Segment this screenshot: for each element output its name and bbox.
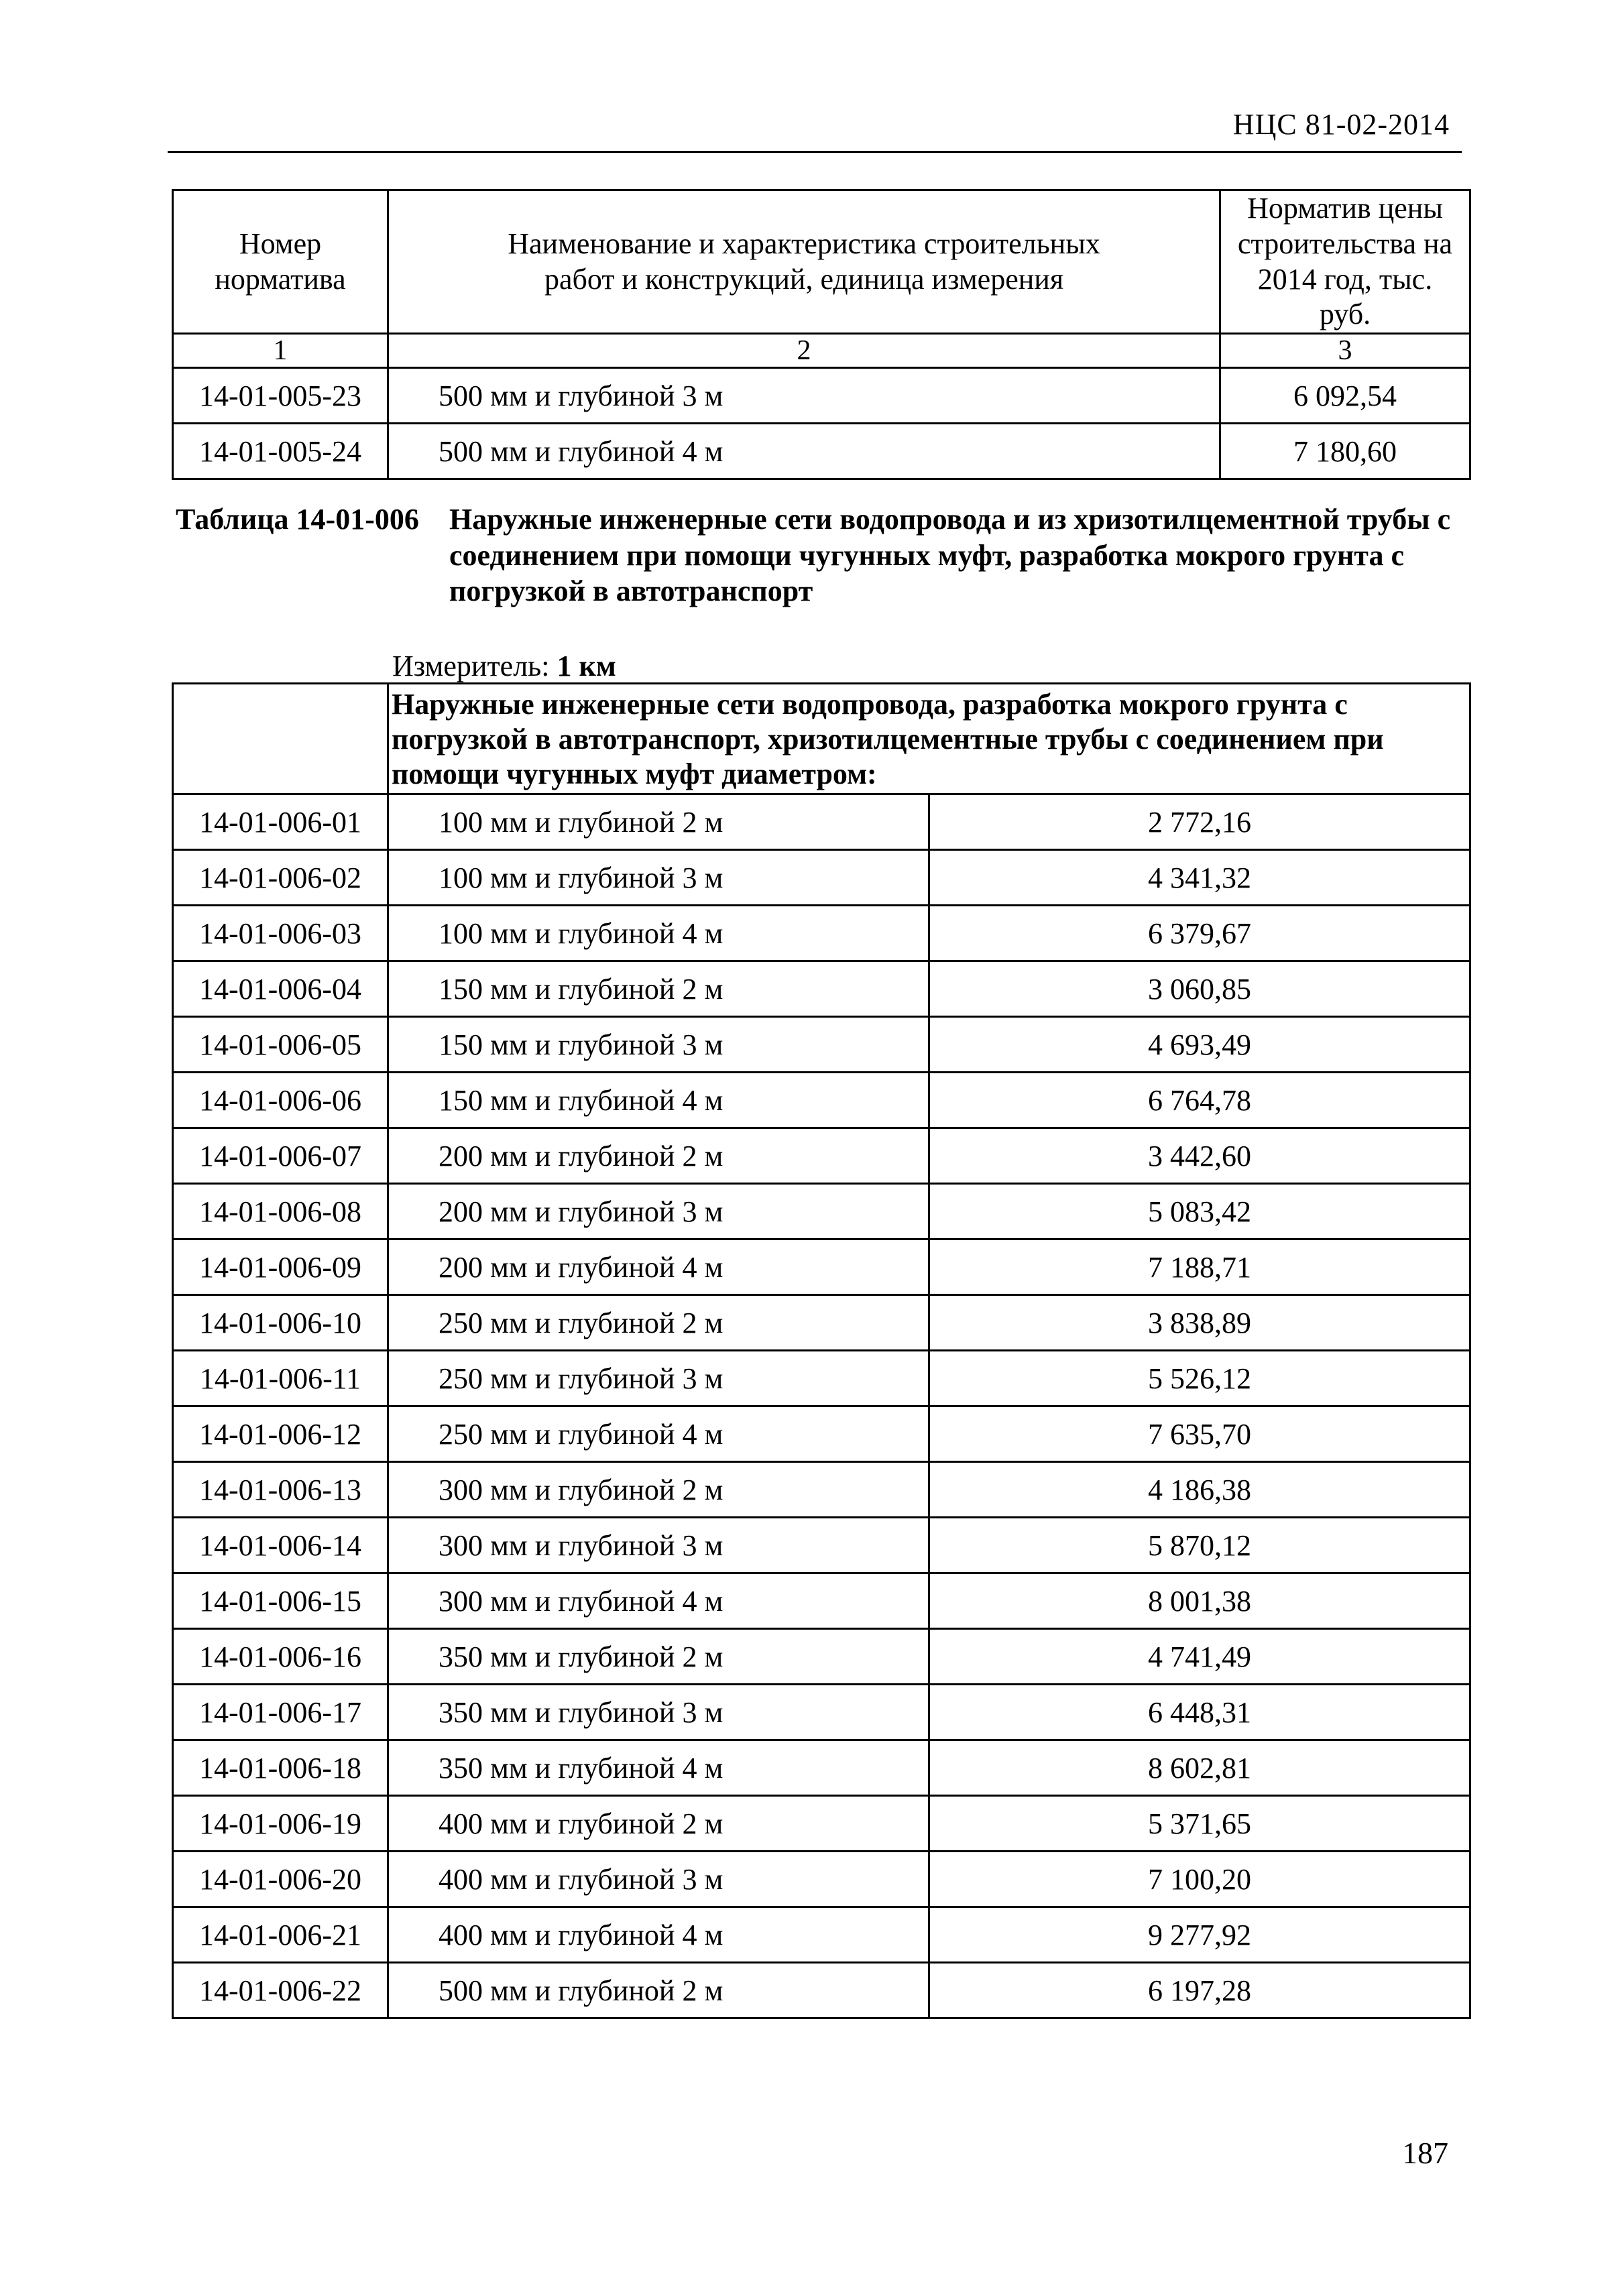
row-description: 400 мм и глубиной 4 м <box>388 1907 929 1963</box>
continuation-table <box>172 189 1471 480</box>
table-row <box>173 368 1470 424</box>
row-price: 6 092,54 <box>1220 368 1470 424</box>
table-row <box>173 1685 1470 1740</box>
row-code: 14-01-006-07 <box>173 1128 388 1184</box>
table-caption <box>176 501 1470 609</box>
row-code: 14-01-006-04 <box>173 961 388 1017</box>
row-price: 4 341,32 <box>929 850 1470 906</box>
table-row <box>173 1128 1470 1184</box>
table-row <box>173 1852 1470 1907</box>
table-row <box>173 1907 1470 1963</box>
row-description: 200 мм и глубиной 4 м <box>388 1240 929 1295</box>
header-rule <box>168 151 1462 153</box>
unit-label: Измеритель: <box>392 650 550 682</box>
table-row <box>173 424 1470 479</box>
row-price: 4 186,38 <box>929 1462 1470 1518</box>
row-price: 5 526,12 <box>929 1351 1470 1406</box>
row-description: 200 мм и глубиной 2 м <box>388 1128 929 1184</box>
group-header-row <box>173 684 1470 794</box>
main-table <box>172 682 1471 2019</box>
row-code: 14-01-006-03 <box>173 906 388 961</box>
row-description: 250 мм и глубиной 3 м <box>388 1351 929 1406</box>
row-code: 14-01-006-22 <box>173 1963 388 2018</box>
row-price: 6 448,31 <box>929 1685 1470 1740</box>
row-price: 5 870,12 <box>929 1518 1470 1573</box>
row-code: 14-01-006-01 <box>173 794 388 850</box>
row-price: 5 371,65 <box>929 1796 1470 1852</box>
table-row <box>173 1295 1470 1351</box>
row-description: 300 мм и глубиной 2 м <box>388 1462 929 1518</box>
table-row <box>173 850 1470 906</box>
row-code: 14-01-006-16 <box>173 1629 388 1685</box>
row-code: 14-01-006-13 <box>173 1462 388 1518</box>
row-description: 250 мм и глубиной 2 м <box>388 1295 929 1351</box>
table-row <box>173 1351 1470 1406</box>
document-code: НЦС 81-02-2014 <box>1232 108 1450 141</box>
row-code: 14-01-006-15 <box>173 1573 388 1629</box>
row-description: 500 мм и глубиной 2 м <box>388 1963 929 2018</box>
row-description: 150 мм и глубиной 4 м <box>388 1073 929 1128</box>
table-row <box>173 1740 1470 1796</box>
group-empty-cell <box>173 684 388 794</box>
unit-line <box>392 649 616 683</box>
table-row <box>173 1406 1470 1462</box>
row-code: 14-01-005-23 <box>173 368 388 424</box>
row-code: 14-01-006-02 <box>173 850 388 906</box>
row-code: 14-01-005-24 <box>173 424 388 479</box>
row-description: 350 мм и глубиной 4 м <box>388 1740 929 1796</box>
table-row <box>173 1518 1470 1573</box>
row-code: 14-01-006-18 <box>173 1740 388 1796</box>
header-code: Номер норматива <box>173 190 388 334</box>
row-code: 14-01-006-21 <box>173 1907 388 1963</box>
row-price: 7 635,70 <box>929 1406 1470 1462</box>
column-number: 1 <box>173 334 388 368</box>
row-description: 200 мм и глубиной 3 м <box>388 1184 929 1240</box>
row-description: 300 мм и глубиной 3 м <box>388 1518 929 1573</box>
table-row <box>173 1073 1470 1128</box>
row-description: 150 мм и глубиной 2 м <box>388 961 929 1017</box>
row-price: 9 277,92 <box>929 1907 1470 1963</box>
row-description: 500 мм и глубиной 3 м <box>388 368 1220 424</box>
row-code: 14-01-006-09 <box>173 1240 388 1295</box>
row-price: 6 764,78 <box>929 1073 1470 1128</box>
page-number: 187 <box>1402 2136 1448 2170</box>
table-caption-label: Таблица 14-01-006 <box>176 503 419 536</box>
row-description: 400 мм и глубиной 2 м <box>388 1796 929 1852</box>
table-row <box>173 1796 1470 1852</box>
row-price: 4 741,49 <box>929 1629 1470 1685</box>
row-description: 300 мм и глубиной 4 м <box>388 1573 929 1629</box>
column-number: 3 <box>1220 334 1470 368</box>
row-code: 14-01-006-17 <box>173 1685 388 1740</box>
row-code: 14-01-006-06 <box>173 1073 388 1128</box>
row-description: 100 мм и глубиной 3 м <box>388 850 929 906</box>
row-price: 7 188,71 <box>929 1240 1470 1295</box>
unit-value: 1 км <box>557 650 616 682</box>
row-price: 3 442,60 <box>929 1128 1470 1184</box>
row-price: 7 180,60 <box>1220 424 1470 479</box>
row-description: 100 мм и глубиной 2 м <box>388 794 929 850</box>
table-caption-title: Наружные инженерные сети водопровода и из хризотилцементной трубы с соединением при помощи чугунных муфт, разработка мокрого грунта с погрузкой в автотранспорт <box>449 503 1451 608</box>
table-row <box>173 1573 1470 1629</box>
row-price: 8 001,38 <box>929 1573 1470 1629</box>
row-code: 14-01-006-12 <box>173 1406 388 1462</box>
main-table-body <box>173 794 1470 2018</box>
row-description: 350 мм и глубиной 2 м <box>388 1629 929 1685</box>
row-code: 14-01-006-05 <box>173 1017 388 1073</box>
table-row <box>173 961 1470 1017</box>
table-row <box>173 1963 1470 2018</box>
header-price: Норматив цены строительства на 2014 год, тыс. руб. <box>1220 190 1470 334</box>
column-number: 2 <box>388 334 1220 368</box>
row-description: 150 мм и глубиной 3 м <box>388 1017 929 1073</box>
row-code: 14-01-006-20 <box>173 1852 388 1907</box>
table-row <box>173 794 1470 850</box>
row-description: 100 мм и глубиной 4 м <box>388 906 929 961</box>
row-price: 2 772,16 <box>929 794 1470 850</box>
row-price: 3 060,85 <box>929 961 1470 1017</box>
row-description: 500 мм и глубиной 4 м <box>388 424 1220 479</box>
row-code: 14-01-006-11 <box>173 1351 388 1406</box>
table-row <box>173 1240 1470 1295</box>
row-price: 4 693,49 <box>929 1017 1470 1073</box>
row-description: 250 мм и глубиной 4 м <box>388 1406 929 1462</box>
table-row <box>173 1017 1470 1073</box>
row-description: 350 мм и глубиной 3 м <box>388 1685 929 1740</box>
row-code: 14-01-006-14 <box>173 1518 388 1573</box>
row-code: 14-01-006-10 <box>173 1295 388 1351</box>
row-price: 6 379,67 <box>929 906 1470 961</box>
table-row <box>173 1184 1470 1240</box>
table-row <box>173 906 1470 961</box>
row-description: 400 мм и глубиной 3 м <box>388 1852 929 1907</box>
row-price: 6 197,28 <box>929 1963 1470 2018</box>
row-code: 14-01-006-08 <box>173 1184 388 1240</box>
row-price: 8 602,81 <box>929 1740 1470 1796</box>
row-code: 14-01-006-19 <box>173 1796 388 1852</box>
table-row <box>173 1629 1470 1685</box>
table-row <box>173 1462 1470 1518</box>
table-header-row <box>173 190 1470 334</box>
header-description: Наименование и характеристика строительных работ и конструкций, единица измерения <box>388 190 1220 334</box>
row-price: 5 083,42 <box>929 1184 1470 1240</box>
row-price: 3 838,89 <box>929 1295 1470 1351</box>
column-number-row <box>173 334 1470 368</box>
row-price: 7 100,20 <box>929 1852 1470 1907</box>
group-header-text: Наружные инженерные сети водопровода, разработка мокрого грунта с погрузкой в автотранспорт, хризотилцементные трубы с соединением при помощи чугунных муфт диаметром: <box>388 684 1470 794</box>
